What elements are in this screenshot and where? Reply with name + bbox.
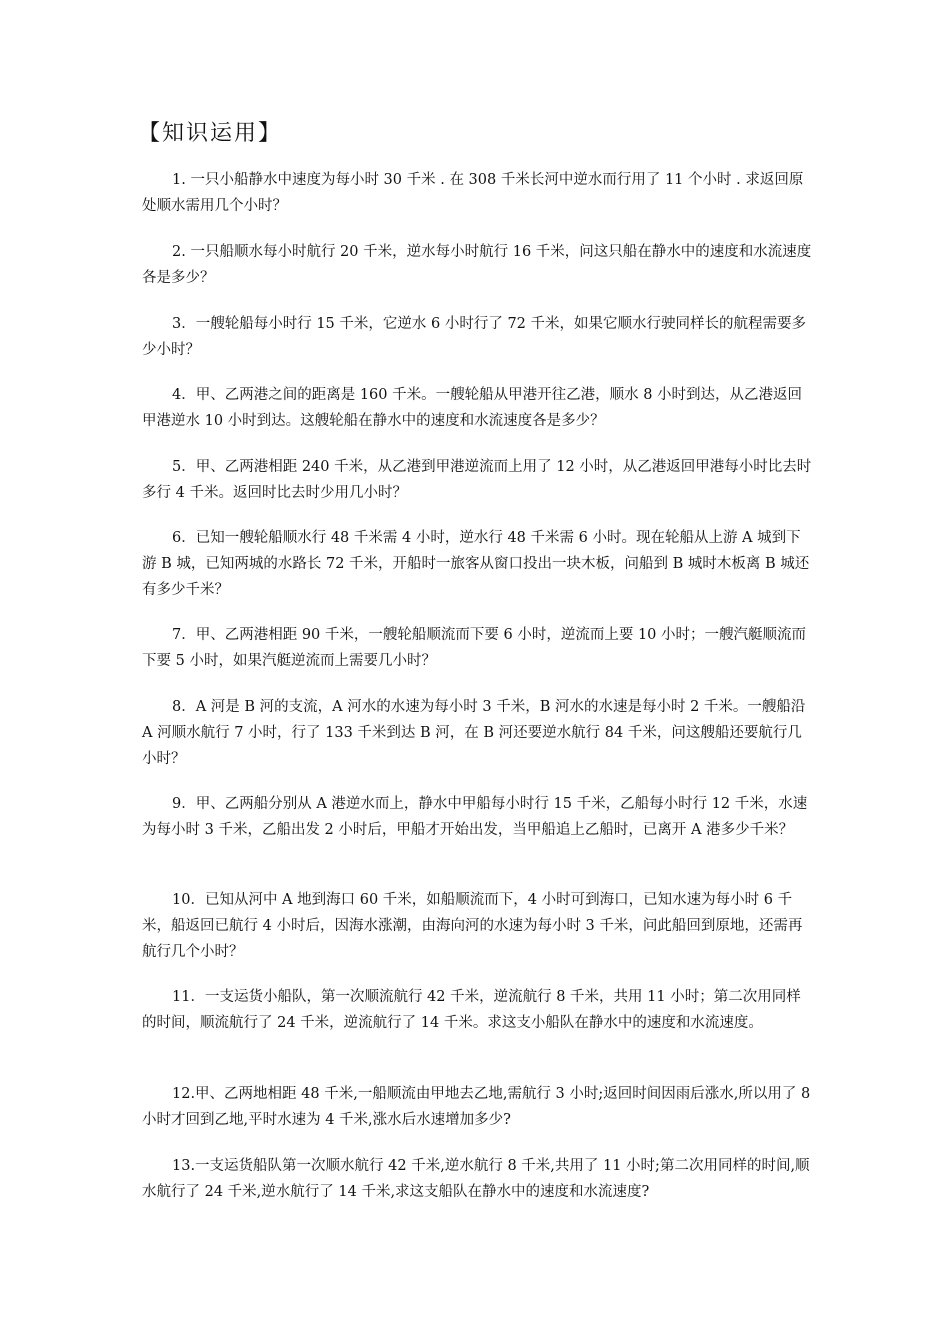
problem-2: 2. 一只船顺水每小时航行 20 千米，逆水每小时航行 16 千米，问这只船在静水中的速度和水流速度各是多少？ bbox=[142, 244, 812, 286]
section-title: 【知识运用】 bbox=[138, 121, 283, 146]
problem-10: 10．已知从河中 A 地到海口 60 千米，如船顺流而下，4 小时可到海口，已知水速为每小时 6 千米，船返回已航行 4 小时后，因海水涨潮，由海向河的水速为每小时 3 千米，问此船回到原地，还需再航行几个小时？ bbox=[142, 892, 803, 960]
problem-13: 13.一支运货船队第一次顺水航行 42 千米,逆水航行 8 千米,共用了 11 小时;第二次用同样的时间,顺水航行了 24 千米,逆水航行了 14 千米,求这支船队在静水中的速度和水流速度? bbox=[142, 1158, 810, 1200]
problem-1: 1. 一只小船静水中速度为每小时 30 千米 . 在 308 千米长河中逆水而行用了 11 个小时 . 求返回原处顺水需用几个小时？ bbox=[142, 172, 804, 214]
problem-8: 8．A 河是 B 河的支流，A 河水的水速为每小时 3 千米，B 河水的水速是每小时 2 千米。一艘船沿 A 河顺水航行 7 小时，行了 133 千米到达 B 河，在 B 河还要逆水航行 84 千米，问这艘船还要航行几小时？ bbox=[142, 699, 806, 767]
problem-4: 4．甲、乙两港之间的距离是 160 千米。一艘轮船从甲港开往乙港，顺水 8 小时到达，从乙港返回甲港逆水 10 小时到达。这艘轮船在静水中的速度和水流速度各是多少？ bbox=[142, 387, 803, 429]
problem-6: 6．已知一艘轮船顺水行 48 千米需 4 小时，逆水行 48 千米需 6 小时。现在轮船从上游 A 城到下游 B 城，已知两城的水路长 72 千米，开船时一旅客从窗口投出一块木板，问船到 B 城时木板离 B 城还有多少千米？ bbox=[142, 530, 810, 598]
problem-9: 9．甲、乙两船分别从 A 港逆水而上，静水中甲船每小时行 15 千米，乙船每小时行 12 千米，水速为每小时 3 千米，乙船出发 2 小时后，甲船才开始出发，当甲船追上乙船时，已离开 A 港多少千米？ bbox=[142, 796, 808, 838]
problem-3: 3．一艘轮船每小时行 15 千米，它逆水 6 小时行了 72 千米，如果它顺水行驶同样长的航程需要多少小时？ bbox=[142, 316, 807, 358]
problem-7: 7．甲、乙两港相距 90 千米，一艘轮船顺流而下要 6 小时，逆流而上要 10 小时；一艘汽艇顺流而下要 5 小时，如果汽艇逆流而上需要几小时？ bbox=[142, 627, 807, 669]
problem-11: 11．一支运货小船队，第一次顺流航行 42 千米，逆流航行 8 千米，共用 11 小时；第二次用同样的时间，顺流航行了 24 千米，逆流航行了 14 千米。求这支小船队在静水中的速度和水流速度。 bbox=[142, 989, 801, 1031]
problem-12: 12.甲、乙两地相距 48 千米,一船顺流由甲地去乙地,需航行 3 小时;返回时间因雨后涨水,所以用了 8 小时才回到乙地,平时水速为 4 千米,涨水后水速增加多少? bbox=[142, 1086, 811, 1128]
problem-5: 5．甲、乙两港相距 240 千米，从乙港到甲港逆流而上用了 12 小时，从乙港返回甲港每小时比去时多行 4 千米。返回时比去时少用几小时？ bbox=[142, 459, 812, 501]
